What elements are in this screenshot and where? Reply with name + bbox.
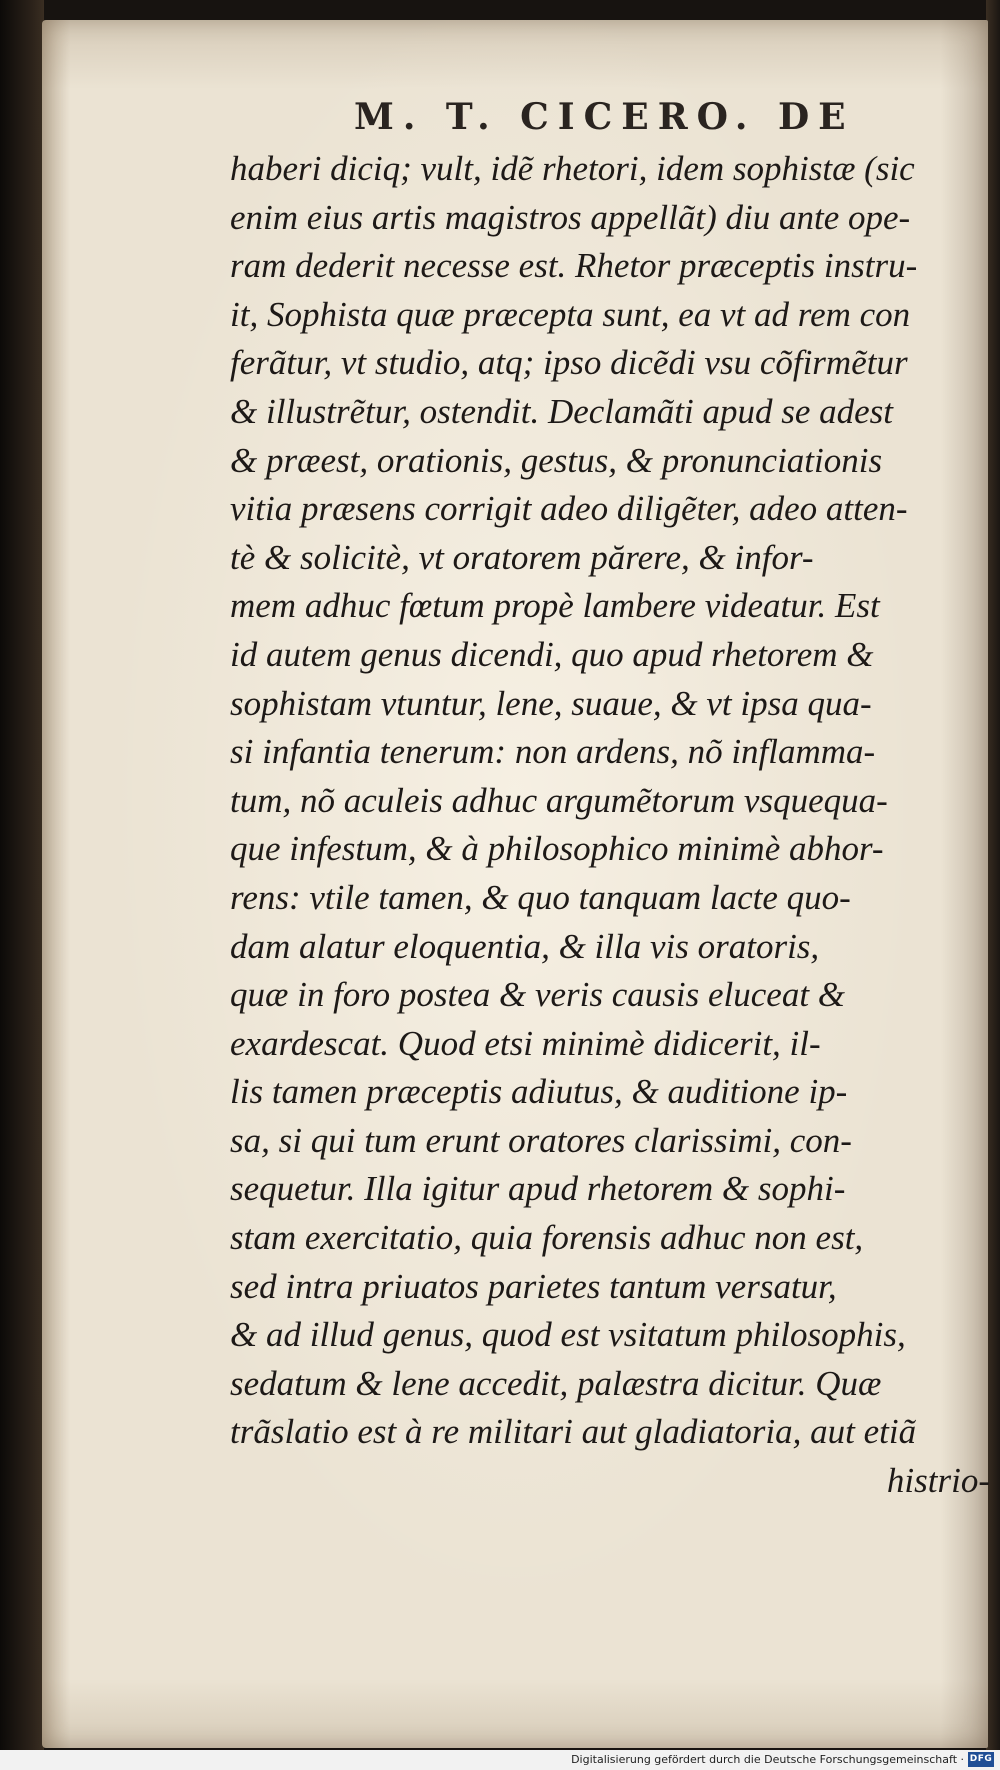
text-line: tum, nõ aculeis adhuc argumẽtorum vsquequa- — [230, 780, 888, 820]
text-line: mem adhuc fœtum propè lambere videatur. Est — [230, 586, 880, 626]
text-line: ram dederit necesse est. Rhetor præceptis instru- — [230, 246, 918, 286]
running-head: M. T. CICERO. DE — [354, 96, 855, 138]
book-page — [42, 20, 988, 1748]
text-line: si infantia tenerum: non ardens, nõ inflamma- — [230, 732, 876, 772]
text-line: sa, si qui tum erunt oratores clarissimi, con- — [230, 1120, 852, 1160]
footer-bar — [0, 1750, 1000, 1770]
text-line: haberi diciq; vult, idẽ rhetori, idem sophistæ (sic — [230, 149, 915, 188]
body-text — [230, 145, 1000, 1506]
text-line: it, Sophista quæ præcepta sunt, ea vt ad rem con — [230, 294, 911, 334]
text-line: enim eius artis magistros appellãt) diu ante ope- — [230, 197, 911, 237]
book-edge-left — [0, 0, 44, 1770]
dfg-logo[interactable]: DFG — [968, 1752, 994, 1767]
text-line: sequetur. Illa igitur apud rhetorem & sophi- — [230, 1169, 846, 1209]
text-line: quæ in foro postea & veris causis eluceat & — [230, 975, 846, 1015]
text-line: trãslatio est à re militari aut gladiatoria, aut etiã — [230, 1412, 917, 1452]
text-line: & illustrẽtur, ostendit. Declamãti apud se adest — [230, 391, 894, 431]
text-line: lis tamen præceptis adiutus, & auditione ip- — [230, 1072, 848, 1112]
text-line: stam exercitatio, quia forensis adhuc non est, — [230, 1218, 864, 1258]
text-line: ferãtur, vt studio, atq; ipso dicẽdi vsu cõfirmẽtur — [230, 343, 908, 383]
text-line: sed intra priuatos parietes tantum versatur, — [230, 1266, 837, 1306]
text-line: que infestum, & à philosophico minimè abhor- — [230, 829, 884, 869]
text-line: & præest, orationis, gestus, & pronunciationis — [230, 440, 883, 480]
text-line: tè & solicitè, vt oratorem părere, & infor- — [230, 537, 814, 577]
text-line: sophistam vtuntur, lene, suaue, & vt ipsa qua- — [230, 683, 872, 723]
catchword: histrio- — [886, 1461, 990, 1501]
text-line: & ad illud genus, quod est vsitatum philosophis, — [230, 1315, 906, 1355]
text-line: exardescat. Quod etsi minimè didicerit, il- — [230, 1023, 821, 1063]
text-line: dam alatur eloquentia, & illa vis oratoris, — [230, 926, 820, 966]
text-line: id autem genus dicendi, quo apud rhetorem & — [230, 634, 874, 674]
text-line: sedatum & lene accedit, palæstra dicitur. Quæ — [230, 1363, 882, 1403]
footer-credit: Digitalisierung gefördert durch die Deutsche Forschungsgemeinschaft · — [571, 1753, 964, 1766]
text-line: rens: vtile tamen, & quo tanquam lacte quo- — [230, 877, 851, 917]
text-line: vitia præsens corrigit adeo diligẽter, adeo atten- — [230, 489, 908, 529]
